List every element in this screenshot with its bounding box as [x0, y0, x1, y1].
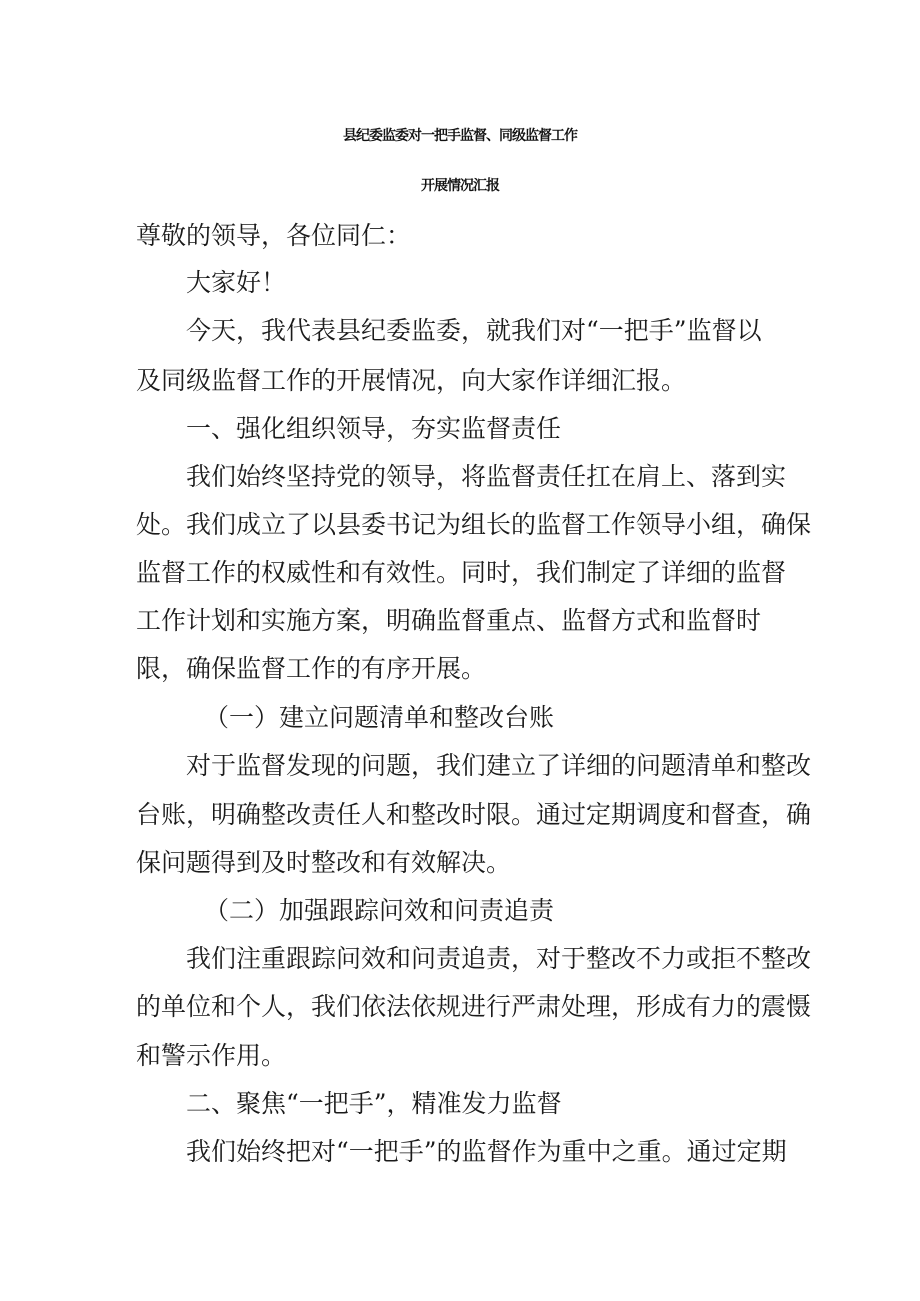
greeting: 大家好！ [186, 268, 287, 297]
paragraph-line: 限，确保监督工作的有序开展。 [136, 654, 487, 683]
paragraph-line: 今天，我代表县纪委监委，就我们对“一把手”监督以 [186, 316, 762, 345]
subsection-heading: （一）建立问题清单和整改台账 [204, 703, 555, 732]
paragraph-line: 的单位和个人，我们依法依规进行严肃处理，形成有力的震慑 [136, 992, 812, 1021]
paragraph-line: 我们注重跟踪问效和问责追责，对于整改不力或拒不整改 [186, 944, 812, 973]
paragraph-line: 我们始终把对“一把手”的监督作为重中之重。通过定期 [186, 1137, 787, 1166]
salutation: 尊敬的领导，各位同仁： [136, 221, 412, 250]
paragraph-line: 和警示作用。 [136, 1041, 287, 1070]
section-heading: 二、聚焦“一把手”，精准发力监督 [186, 1089, 562, 1118]
paragraph-line: 工作计划和实施方案，明确监督重点、监督方式和监督时 [136, 606, 762, 635]
paragraph-line: 处。我们成立了以县委书记为组长的监督工作领导小组，确保 [136, 510, 812, 539]
document-title-line-2: 开展情况汇报 [421, 178, 499, 194]
paragraph-line: 监督工作的权威性和有效性。同时，我们制定了详细的监督 [136, 558, 787, 587]
subsection-heading: （二）加强跟踪问效和问责追责 [204, 896, 555, 925]
paragraph-line: 对于监督发现的问题，我们建立了详细的问题清单和整改 [186, 751, 812, 780]
paragraph-line: 保问题得到及时整改和有效解决。 [136, 848, 512, 877]
paragraph-line: 我们始终坚持党的领导，将监督责任扛在肩上、落到实 [186, 462, 787, 491]
section-heading: 一、强化组织领导，夯实监督责任 [186, 414, 562, 443]
paragraph-line: 及同级监督工作的开展情况，向大家作详细汇报。 [136, 366, 687, 395]
paragraph-line: 台账，明确整改责任人和整改时限。通过定期调度和督查，确 [136, 800, 812, 829]
document-title-line-1: 县纪委监委对一把手监督、同级监督工作 [343, 128, 577, 144]
